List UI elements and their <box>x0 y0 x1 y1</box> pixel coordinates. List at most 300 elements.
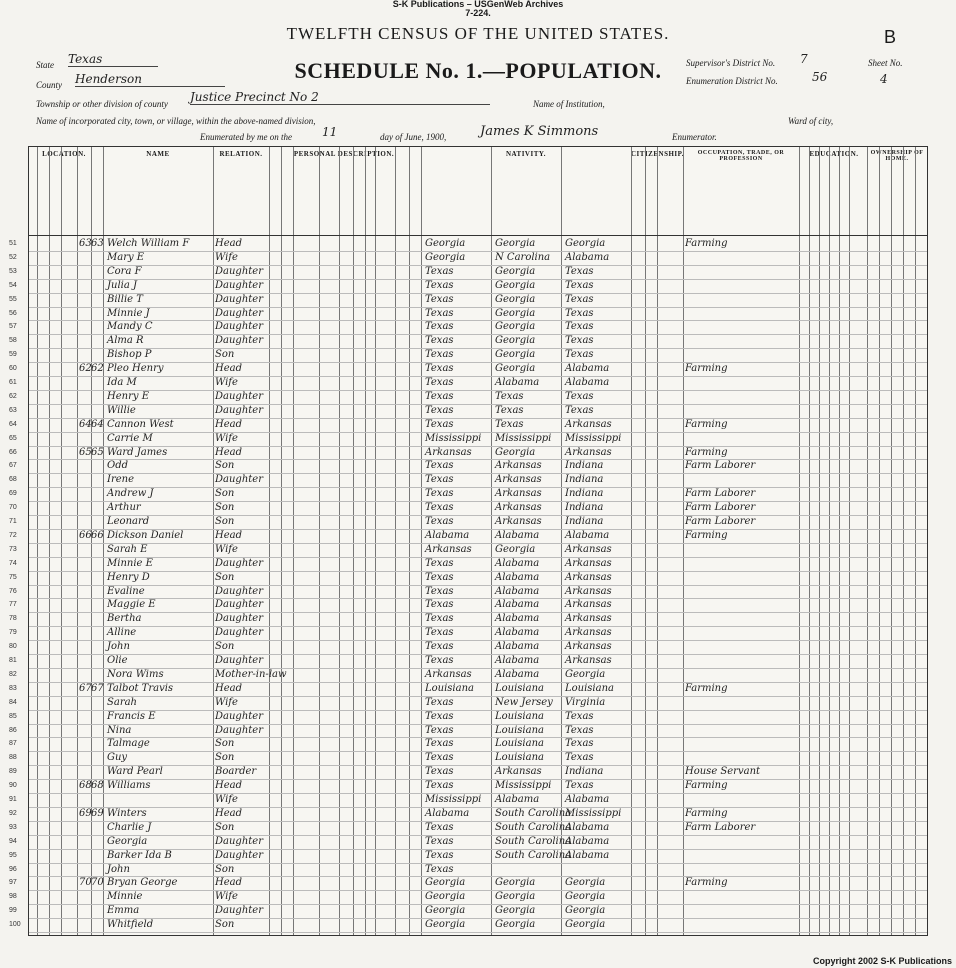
father-birthplace: Georgia <box>495 293 536 305</box>
person-name: Nina <box>107 724 132 736</box>
mother-birthplace: Alabama <box>565 794 610 805</box>
person-name: Maggie E <box>107 599 156 611</box>
row-rule <box>29 696 927 697</box>
person-relation: Head <box>215 446 243 458</box>
enumeration-value: 56 <box>812 70 828 84</box>
father-birthplace: Louisiana <box>495 738 544 750</box>
mother-birthplace: Arkansas <box>565 613 612 625</box>
father-birthplace: Louisiana <box>495 682 544 694</box>
line-number: 95 <box>9 851 17 859</box>
birthplace: Texas <box>425 488 454 500</box>
father-birthplace: Texas <box>495 404 524 416</box>
ward-label: Ward of city, <box>788 116 834 126</box>
person-name: Georgia <box>107 835 148 847</box>
person-relation: Son <box>215 502 235 514</box>
supervisor-value: 7 <box>800 52 808 66</box>
occupation: Farming <box>685 418 728 430</box>
person-name: Sarah E <box>107 543 148 555</box>
birthplace: Texas <box>425 641 454 653</box>
personal-description-header: PERSONAL DESCRIPTION. <box>293 150 395 158</box>
line-number: 56 <box>9 309 17 317</box>
person-relation: Son <box>215 821 235 833</box>
mother-birthplace: Texas <box>565 752 594 764</box>
row-rule <box>29 904 927 905</box>
person-relation: Daughter <box>215 585 263 597</box>
schedule-title: SCHEDULE No. 1.—POPULATION. <box>294 58 662 83</box>
institution-label: Name of Institution, <box>533 99 605 109</box>
birthplace: Texas <box>425 404 454 416</box>
person-relation: Head <box>215 238 243 249</box>
birthplace: Texas <box>425 780 454 792</box>
person-name: Julia J <box>107 279 137 291</box>
mother-birthplace: Indiana <box>565 766 604 778</box>
person-relation: Son <box>215 349 235 361</box>
enumerated-label: Enumerated by me on the <box>200 132 292 142</box>
father-birthplace: Georgia <box>495 321 536 333</box>
mother-birthplace: Indiana <box>565 474 604 486</box>
father-birthplace: Arkansas <box>495 460 542 472</box>
person-name: Bertha <box>107 613 142 625</box>
person-relation: Daughter <box>215 265 263 277</box>
mother-birthplace: Georgia <box>565 668 606 680</box>
father-birthplace: Alabama <box>495 585 540 597</box>
father-birthplace: Alabama <box>495 557 540 569</box>
person-relation: Wife <box>215 696 238 708</box>
father-birthplace: Georgia <box>495 446 536 458</box>
person-name: Cora F <box>107 265 142 277</box>
line-number: 52 <box>9 253 17 261</box>
father-birthplace: Alabama <box>495 377 540 388</box>
row-rule <box>29 890 927 891</box>
person-name: Henry E <box>107 390 149 402</box>
birthplace: Georgia <box>425 238 466 249</box>
birthplace: Texas <box>425 363 454 375</box>
birthplace: Georgia <box>425 877 466 889</box>
family-number: 68 <box>91 780 104 792</box>
line-number: 69 <box>9 490 17 498</box>
mother-birthplace: Arkansas <box>565 599 612 611</box>
birthplace: Texas <box>425 502 454 514</box>
township-label: Township or other division of county <box>36 99 168 109</box>
row-rule <box>29 612 927 613</box>
county-label: County <box>36 80 62 90</box>
line-number: 99 <box>9 907 17 915</box>
father-birthplace: Alabama <box>495 668 540 680</box>
row-rule <box>29 835 927 836</box>
occupation: Farming <box>685 363 728 375</box>
line-number: 71 <box>9 518 17 525</box>
line-number: 81 <box>9 657 17 664</box>
census-title: TWELFTH CENSUS OF THE UNITED STATES. <box>286 24 670 43</box>
person-relation: Daughter <box>215 724 263 736</box>
person-name: Ward James <box>107 446 168 458</box>
birthplace: Texas <box>425 279 454 291</box>
father-birthplace: N Carolina <box>495 251 551 263</box>
person-name: Bryan George <box>107 877 178 889</box>
person-relation: Daughter <box>215 557 263 569</box>
person-name: Alline <box>107 627 137 639</box>
person-relation: Daughter <box>215 655 263 666</box>
person-name: Willie <box>107 404 136 416</box>
person-name: Winters <box>107 807 147 819</box>
row-rule <box>29 779 927 780</box>
birthplace: Texas <box>425 418 454 430</box>
occupation: Farming <box>685 780 728 792</box>
row-rule <box>29 598 927 599</box>
mother-birthplace: Texas <box>565 307 594 319</box>
line-number: 66 <box>9 448 17 456</box>
father-birthplace: Arkansas <box>495 766 542 778</box>
birthplace: Texas <box>425 460 454 472</box>
dwelling-number: 69 <box>79 807 92 819</box>
enumeration-day: 11 <box>322 125 338 139</box>
occupation: Farming <box>685 446 728 458</box>
mother-birthplace: Indiana <box>565 460 604 472</box>
line-number: 64 <box>9 420 17 428</box>
person-relation: Head <box>215 877 243 889</box>
occupation: House Servant <box>685 766 761 778</box>
enumeration-label: Enumeration District No. <box>686 76 778 86</box>
mother-birthplace: Louisiana <box>565 682 614 694</box>
mother-birthplace: Georgia <box>565 891 606 903</box>
father-birthplace: Louisiana <box>495 752 544 764</box>
line-number: 62 <box>9 392 17 400</box>
mother-birthplace: Texas <box>565 780 594 792</box>
mother-birthplace: Texas <box>565 390 594 402</box>
family-number: 67 <box>91 682 104 694</box>
person-relation: Wife <box>215 432 238 444</box>
person-name: John <box>107 641 130 653</box>
birthplace: Texas <box>425 849 454 861</box>
birthplace: Texas <box>425 585 454 597</box>
family-number: 69 <box>91 807 104 819</box>
person-name: Talbot Travis <box>107 682 174 694</box>
person-relation: Daughter <box>215 599 263 611</box>
line-number: 83 <box>9 684 17 692</box>
row-rule <box>29 765 927 766</box>
state-label: State <box>36 60 54 70</box>
birthplace: Texas <box>425 766 454 778</box>
birthplace: Texas <box>425 821 454 833</box>
mother-birthplace: Indiana <box>565 488 604 500</box>
birthplace: Texas <box>425 557 454 569</box>
person-name: Ward Pearl <box>107 766 163 778</box>
row-rule <box>29 626 927 627</box>
line-number: 89 <box>9 768 17 776</box>
row-rule <box>29 585 927 586</box>
birthplace: Georgia <box>425 919 466 931</box>
line-number: 80 <box>9 643 17 651</box>
father-birthplace: Arkansas <box>495 474 542 486</box>
line-number: 92 <box>9 809 17 817</box>
father-birthplace: Arkansas <box>495 516 542 527</box>
person-name: Evaline <box>107 585 145 597</box>
person-name: Guy <box>107 752 128 764</box>
family-number: 65 <box>91 446 104 458</box>
row-rule <box>29 807 927 808</box>
row-rule <box>29 515 927 516</box>
occupation: Farming <box>685 529 728 541</box>
row-rule <box>29 487 927 488</box>
line-number: 79 <box>9 629 17 637</box>
dwelling-number: 66 <box>79 529 92 541</box>
person-name: Mandy C <box>107 321 153 333</box>
birthplace: Texas <box>425 724 454 736</box>
occupation: Farm Laborer <box>685 488 756 500</box>
row-rule <box>29 320 927 321</box>
father-birthplace: Georgia <box>495 279 536 291</box>
citizenship-header: CITIZENSHIP. <box>631 150 685 158</box>
line-number: 63 <box>9 406 17 414</box>
person-relation: Son <box>215 738 235 750</box>
person-relation: Boarder <box>215 766 257 778</box>
line-number: 87 <box>9 740 17 748</box>
father-birthplace: Georgia <box>495 363 536 375</box>
father-birthplace: Georgia <box>495 265 536 277</box>
person-name: Francis E <box>107 710 156 722</box>
line-number: 84 <box>9 698 17 706</box>
father-birthplace: Georgia <box>495 349 536 361</box>
birthplace: Texas <box>425 738 454 750</box>
line-number: 77 <box>9 601 17 609</box>
birthplace: Louisiana <box>425 682 474 694</box>
father-birthplace: Georgia <box>495 335 536 347</box>
father-birthplace: Georgia <box>495 543 536 555</box>
mother-birthplace: Texas <box>565 710 594 722</box>
dwelling-number: 67 <box>79 682 92 694</box>
dwelling-number: 62 <box>79 363 92 375</box>
person-name: Talmage <box>107 738 150 750</box>
occupation: Farming <box>685 682 728 694</box>
father-birthplace: Arkansas <box>495 502 542 514</box>
person-name: Emma <box>107 905 140 917</box>
mother-birthplace: Mississippi <box>565 432 622 444</box>
person-name: Cannon West <box>107 418 174 430</box>
supervisor-label: Supervisor's District No. <box>686 58 776 68</box>
line-number: 75 <box>9 573 17 581</box>
person-name: Minnie J <box>107 307 150 319</box>
row-rule <box>29 710 927 711</box>
father-birthplace: Georgia <box>495 307 536 319</box>
row-rule <box>29 390 927 391</box>
father-birthplace: Alabama <box>495 641 540 653</box>
father-birthplace: Alabama <box>495 613 540 625</box>
person-name: Whitfield <box>107 919 154 931</box>
line-number: 65 <box>9 434 17 442</box>
row-rule <box>29 918 927 919</box>
person-relation: Daughter <box>215 835 263 847</box>
father-birthplace: Alabama <box>495 599 540 611</box>
father-birthplace: New Jersey <box>495 696 553 708</box>
person-relation: Daughter <box>215 279 263 291</box>
occupation: Farming <box>685 238 728 249</box>
father-birthplace: Louisiana <box>495 710 544 722</box>
person-name: Dickson Daniel <box>107 529 184 541</box>
person-relation: Son <box>215 571 235 583</box>
education-header: EDUCATION. <box>809 150 859 158</box>
person-relation: Daughter <box>215 404 263 416</box>
mother-birthplace: Texas <box>565 335 594 347</box>
father-birthplace: Alabama <box>495 529 540 541</box>
birthplace: Texas <box>425 293 454 305</box>
occupation-header: OCCUPATION, TRADE, OR PROFESSION <box>697 150 785 162</box>
line-number: 74 <box>9 559 17 567</box>
location-header: LOCATION. <box>42 150 86 158</box>
birthplace: Texas <box>425 265 454 277</box>
father-birthplace: South Carolina <box>495 835 572 847</box>
row-rule <box>29 265 927 266</box>
birthplace: Texas <box>425 474 454 486</box>
mother-birthplace: Arkansas <box>565 585 612 597</box>
row-rule <box>29 571 927 572</box>
person-relation: Head <box>215 418 243 430</box>
person-name: Sarah <box>107 696 137 708</box>
father-birthplace: Georgia <box>495 905 536 917</box>
line-number: 58 <box>9 337 17 345</box>
row-rule <box>29 932 927 933</box>
dwelling-number: 70 <box>79 877 92 889</box>
state-value: Texas <box>68 52 158 67</box>
mother-birthplace: Alabama <box>565 363 610 375</box>
person-name: Pleo Henry <box>107 363 164 375</box>
father-birthplace: Louisiana <box>495 724 544 736</box>
mother-birthplace: Alabama <box>565 849 610 861</box>
person-name: Bishop P <box>107 349 152 361</box>
occupation: Farm Laborer <box>685 821 756 833</box>
schedule-letter: B <box>884 27 897 47</box>
father-birthplace: Arkansas <box>495 488 542 500</box>
father-birthplace: South Carolina <box>495 807 572 819</box>
line-number: 76 <box>9 587 17 595</box>
name-header: NAME <box>146 150 170 158</box>
person-relation: Head <box>215 682 243 694</box>
mother-birthplace: Indiana <box>565 502 604 514</box>
birthplace: Georgia <box>425 251 466 263</box>
census-ledger <box>9 146 928 936</box>
mother-birthplace: Arkansas <box>565 627 612 639</box>
nativity-header: NATIVITY. <box>505 150 547 158</box>
person-relation: Wife <box>215 794 238 805</box>
line-number: 93 <box>9 823 17 831</box>
mother-birthplace: Georgia <box>565 919 606 931</box>
month-label: day of June, 1900, <box>380 132 447 142</box>
row-rule <box>29 501 927 502</box>
birthplace: Texas <box>425 516 454 527</box>
mother-birthplace: Texas <box>565 404 594 416</box>
row-rule <box>29 543 927 544</box>
birthplace: Texas <box>425 599 454 611</box>
mother-birthplace: Alabama <box>565 835 610 847</box>
person-relation: Son <box>215 863 235 875</box>
person-name: Carrie M <box>107 432 153 444</box>
person-relation: Son <box>215 752 235 764</box>
father-birthplace: Alabama <box>495 571 540 583</box>
mother-birthplace: Texas <box>565 349 594 361</box>
person-name: Alma R <box>107 335 144 347</box>
father-birthplace: Mississippi <box>495 780 552 792</box>
birthplace: Texas <box>425 752 454 764</box>
occupation: Farm Laborer <box>685 460 756 472</box>
mother-birthplace: Arkansas <box>565 543 612 555</box>
father-birthplace: Alabama <box>495 794 540 805</box>
county-value: Henderson <box>75 72 225 87</box>
line-number: 51 <box>9 240 17 247</box>
row-rule <box>29 334 927 335</box>
person-name: Barker Ida B <box>107 849 172 861</box>
birthplace: Texas <box>425 571 454 583</box>
birthplace: Texas <box>425 863 454 875</box>
dwelling-number: 63 <box>79 238 92 249</box>
mother-birthplace: Arkansas <box>565 571 612 583</box>
person-relation: Wife <box>215 251 238 263</box>
person-relation: Daughter <box>215 293 263 305</box>
row-rule <box>29 348 927 349</box>
person-relation: Head <box>215 363 243 375</box>
township-value: Justice Precinct No 2 <box>190 90 490 105</box>
person-name: Andrew J <box>107 488 154 500</box>
family-number: 62 <box>91 363 104 375</box>
dwelling-number: 68 <box>79 780 92 792</box>
mother-birthplace: Virginia <box>565 696 606 708</box>
birthplace: Arkansas <box>425 668 472 680</box>
line-number: 90 <box>9 782 17 790</box>
birthplace: Mississippi <box>425 794 482 805</box>
publisher-banner <box>0 0 956 18</box>
family-number: 64 <box>91 418 104 430</box>
person-name: John <box>107 863 130 875</box>
father-birthplace: Georgia <box>495 891 536 903</box>
line-number: 85 <box>9 712 17 720</box>
occupation: Farming <box>685 807 728 819</box>
person-name: Minnie E <box>107 557 153 569</box>
sheet-label: Sheet No. <box>868 58 903 68</box>
birthplace: Texas <box>425 335 454 347</box>
person-name: Minnie <box>107 891 143 903</box>
person-relation: Head <box>215 529 243 541</box>
person-relation: Daughter <box>215 613 263 625</box>
mother-birthplace: Texas <box>565 724 594 736</box>
family-number: 63 <box>91 238 104 249</box>
mother-birthplace: Texas <box>565 321 594 333</box>
row-rule <box>29 751 927 752</box>
person-relation: Daughter <box>215 307 263 319</box>
birthplace: Texas <box>425 710 454 722</box>
father-birthplace: South Carolina <box>495 821 572 833</box>
mother-birthplace: Alabama <box>565 821 610 833</box>
line-number: 55 <box>9 295 17 303</box>
person-name: Williams <box>107 780 151 792</box>
birthplace: Texas <box>425 349 454 361</box>
person-relation: Daughter <box>215 335 263 347</box>
birthplace: Arkansas <box>425 446 472 458</box>
birthplace: Arkansas <box>425 543 472 555</box>
mother-birthplace: Alabama <box>565 529 610 541</box>
row-rule <box>29 376 927 377</box>
enumerator-name: James K Simmons <box>480 124 599 139</box>
occupation: Farm Laborer <box>685 502 756 514</box>
person-relation: Mother-in-law <box>215 668 287 680</box>
birthplace: Alabama <box>425 529 470 541</box>
birthplace: Texas <box>425 655 454 666</box>
mother-birthplace: Indiana <box>565 516 604 527</box>
row-rule <box>29 863 927 864</box>
row-rule <box>29 737 927 738</box>
birthplace: Texas <box>425 696 454 708</box>
row-rule <box>29 251 927 252</box>
ownership-header: OWNERSHIP OF HOME. <box>870 150 924 162</box>
mother-birthplace: Georgia <box>565 238 606 249</box>
mother-birthplace: Texas <box>565 293 594 305</box>
